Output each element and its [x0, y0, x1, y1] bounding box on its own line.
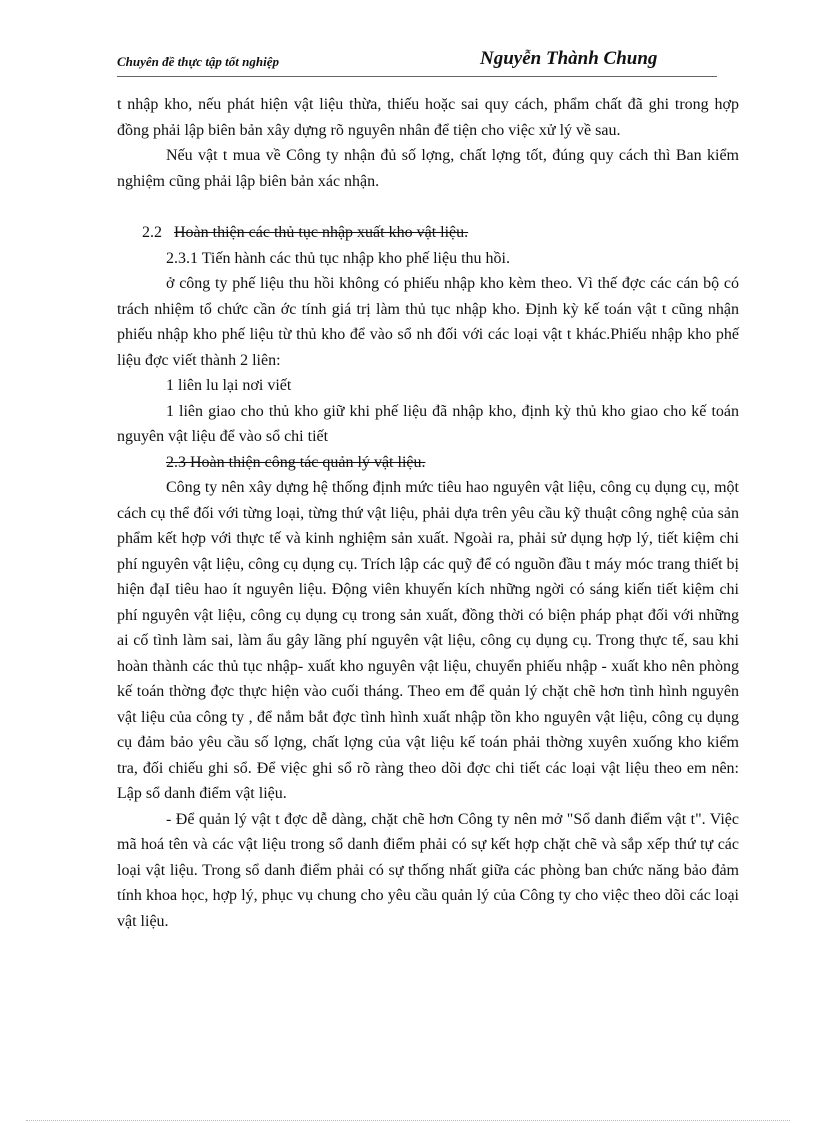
list-item-copy-2: 1 liên giao cho thủ kho giữ khi phế liệu đã nhập kho, định kỳ thủ kho giao cho kế toán nguyên vật liệu để vào sổ chi tiết: [117, 402, 739, 445]
page-content: [117, 92, 739, 934]
heading-2-2-title: Hoàn thiện các thủ tục nhập xuất kho vật liệu.: [174, 224, 469, 241]
header-document-title: Chuyên đề thực tập tốt nghiệp: [117, 54, 279, 69]
section-gap: [117, 194, 739, 220]
list-item-copy-1: 1 liên lu lại nơi viết: [166, 377, 292, 394]
paragraph-scrap-receipt: ở công ty phế liệu thu hồi không có phiếu nhập kho kèm theo. Vì thế đợc các cán bộ có trách nhiệm tổ chức cần ớc tính giá trị làm thủ tục nhập kho. Định kỳ kế toán vật t cũng nhận phiếu nhập kho phế liệu từ thủ kho để vào sổ nh đối với các loại vật t khác.Phiếu nhập kho phế liệu đợc viết thành 2 liên:: [117, 275, 739, 369]
paragraph-confirmation: Nếu vật t mua về Công ty nhận đủ số lợng, chất lợng tốt, đúng quy cách thì Ban kiểm nghiệm cũng phải lập biên bản xác nhận.: [117, 147, 739, 190]
heading-2-3-title: 2.3 Hoàn thiện công tác quản lý vật liệu.: [166, 453, 426, 471]
header-author-name: Nguyễn Thành Chung: [480, 48, 658, 69]
heading-2-2-number: 2.2: [142, 224, 162, 241]
paragraph-material-management: Công ty nên xây dựng hệ thống định mức tiêu hao nguyên vật liệu, công cụ dụng cụ, một cách cụ thể đối với từng loại, từng thứ vật liệu, phải dựa trên yêu cầu kỹ thuật công nghệ của sản phẩm kết hợp với thực tế và kinh nghiệm sản xuất. Ngoài ra, phải sử dụng hợp lý, tiết kiệm chi phí nguyên vật liệu, công cụ dụng cụ. Trích lập các quỹ để có nguồn đầu t máy móc trang thiết bị hiện đạI tiêu hao ít nguyên liệu. Động viên khuyến kích những ngời có sáng kiến tiết kiệm chi phí nguyên vật liệu, công cụ dụng cụ trong sản xuất, đồng thời có biện pháp phạt đối với những ai cố tình làm sai, làm ẩu gây lãng phí nguyên vật liệu, công cụ dụng cụ. Trong thực tế, sau khi hoàn thành các thủ tục nhập- xuất kho nguyên vật liệu, chuyển phiếu nhập - xuất kho nên phòng kế toán thờng đợc thực hiện vào cuối tháng. Theo em để quản lý chặt chẽ hơn tình hình nguyên vật liệu của công ty , để nắm bắt đợc tình hình xuất nhập tồn kho nguyên vật liệu, công cụ dụng cụ đảm bảo yêu cầu số lợng, chất lợng của vật liệu kế toán phải thờng xuyên xuống kho kiểm tra, đối chiếu ghi sổ. Để việc ghi sổ rõ ràng theo dõi đợc chi tiết các loại vật liệu theo em nên: Lập sổ danh điểm vật liệu.: [117, 479, 739, 802]
heading-2-2: [117, 220, 739, 246]
page-bottom-border: [26, 1120, 790, 1121]
page-header: [117, 50, 717, 77]
heading-2-3-1: 2.3.1 Tiến hành các thủ tục nhập kho phế liệu thu hồi.: [166, 249, 510, 267]
paragraph-material-catalog: - Để quản lý vật t đợc dễ dàng, chặt chẽ hơn Công ty nên mở "Sổ danh điểm vật t". Việc mã hoá tên và các vật liệu trong sổ danh điểm phải có sự kết hợp chặt chẽ và sắp xếp thứ tự các loại vật liệu. Trong sổ danh điểm phải có sự thống nhất giữa các phòng ban chức năng bảo đảm tính khoa học, hợp lý, phục vụ chung cho yêu cầu quản lý của Công ty cho việc theo dõi các loại vật liệu.: [117, 810, 739, 930]
heading-2-3: [117, 450, 739, 476]
paragraph-inspection: t nhập kho, nếu phát hiện vật liệu thừa, thiếu hoặc sai quy cách, phẩm chất đã ghi trong hợp đồng phải lập biên bản xây dựng rõ nguyên nhân để tiện cho việc xử lý về sau.: [117, 96, 739, 139]
